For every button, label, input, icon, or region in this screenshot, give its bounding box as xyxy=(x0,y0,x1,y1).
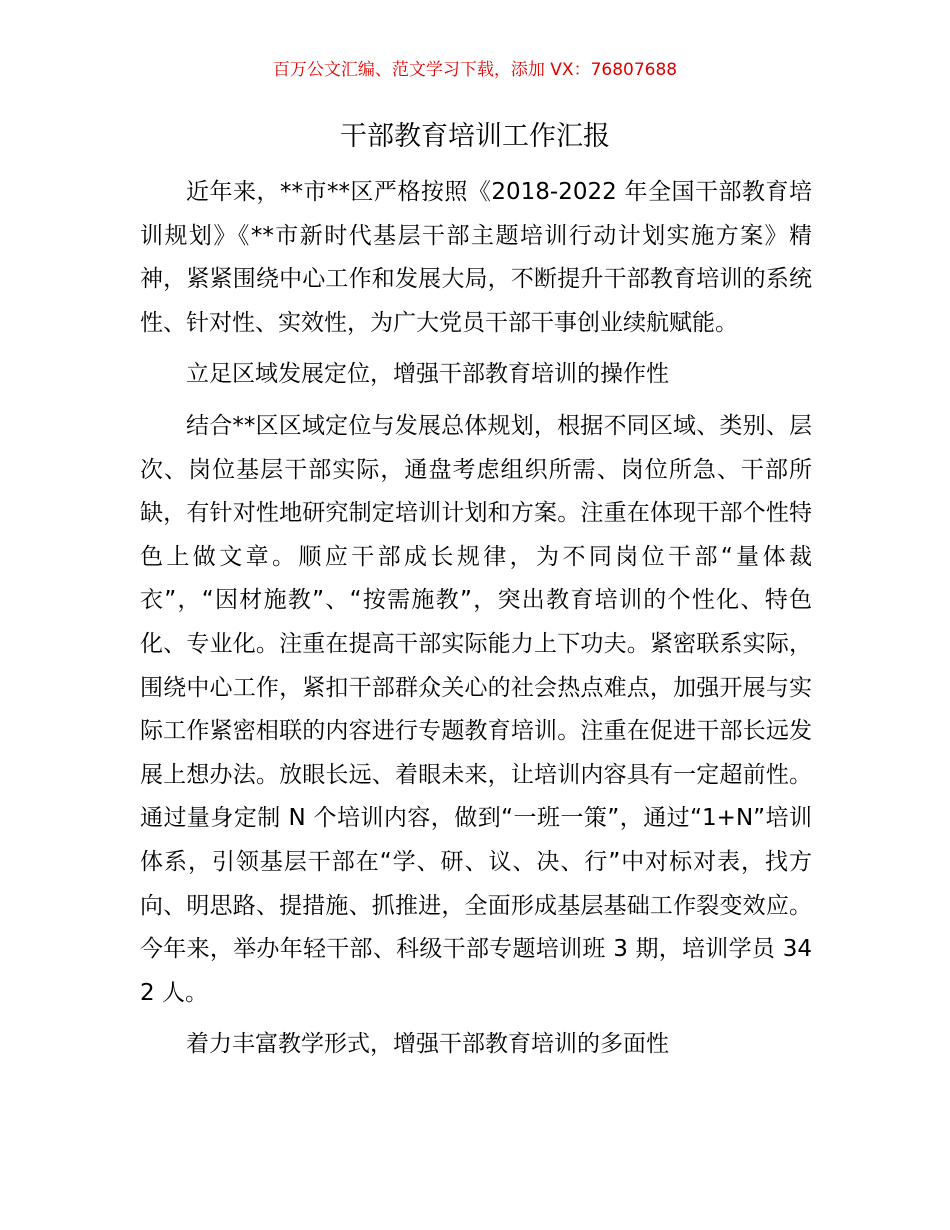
intro-paragraph: 近年来，**市**区严格按照《2018-2022 年全国干部教育培训规划》《**市新时代基层干部主题培训行动计划实施方案》精神，紧紧围绕中心工作和发展大局，不断提升干部教育培训的系统性、针对性、实效性，为广大党员干部干事创业续航赋能。 xyxy=(140,179,812,336)
document-title: 干部教育培训工作汇报 xyxy=(340,121,610,152)
promo-header: 百万公文汇编、范文学习下载，添加 VX：76807688 xyxy=(272,60,678,80)
section-heading-1: 立足区域发展定位，增强干部教育培训的操作性 xyxy=(186,361,669,388)
document-body xyxy=(140,171,812,1075)
section-heading-2: 着力丰富教学形式，增强干部教育培训的多面性 xyxy=(186,1031,669,1058)
body-paragraph: 结合**区区域定位与发展总体规划，根据不同区域、类别、层次、岗位基层干部实际，通盘考虑组织所需、岗位所急、干部所缺，有针对性地研究制定培训计划和方案。注重在体现干部个性特色上做文章。顺应干部成长规律，为不同岗位干部“量体裁衣”，“因材施教”、“按需施教”，突出教育培训的个性化、特色化、专业化。注重在提高干部实际能力上下功夫。紧密联系实际，围绕中心工作，紧扣干部群众关心的社会热点难点，加强开展与实际工作紧密相联的内容进行专题教育培训。注重在促进干部长远发展上想办法。放眼长远、着眼未来，让培训内容具有一定超前性。通过量身定制 N 个培训内容，做到“一班一策”，通过“1+N”培训体系，引领基层干部在“学、研、议、决、行”中对标对表，找方向、明思路、提措施、抓推进，全面形成基层基础工作裂变效应。今年来，举办年轻干部、科级干部专题培训班 3 期，培训学员 342 人。 xyxy=(140,412,812,1006)
